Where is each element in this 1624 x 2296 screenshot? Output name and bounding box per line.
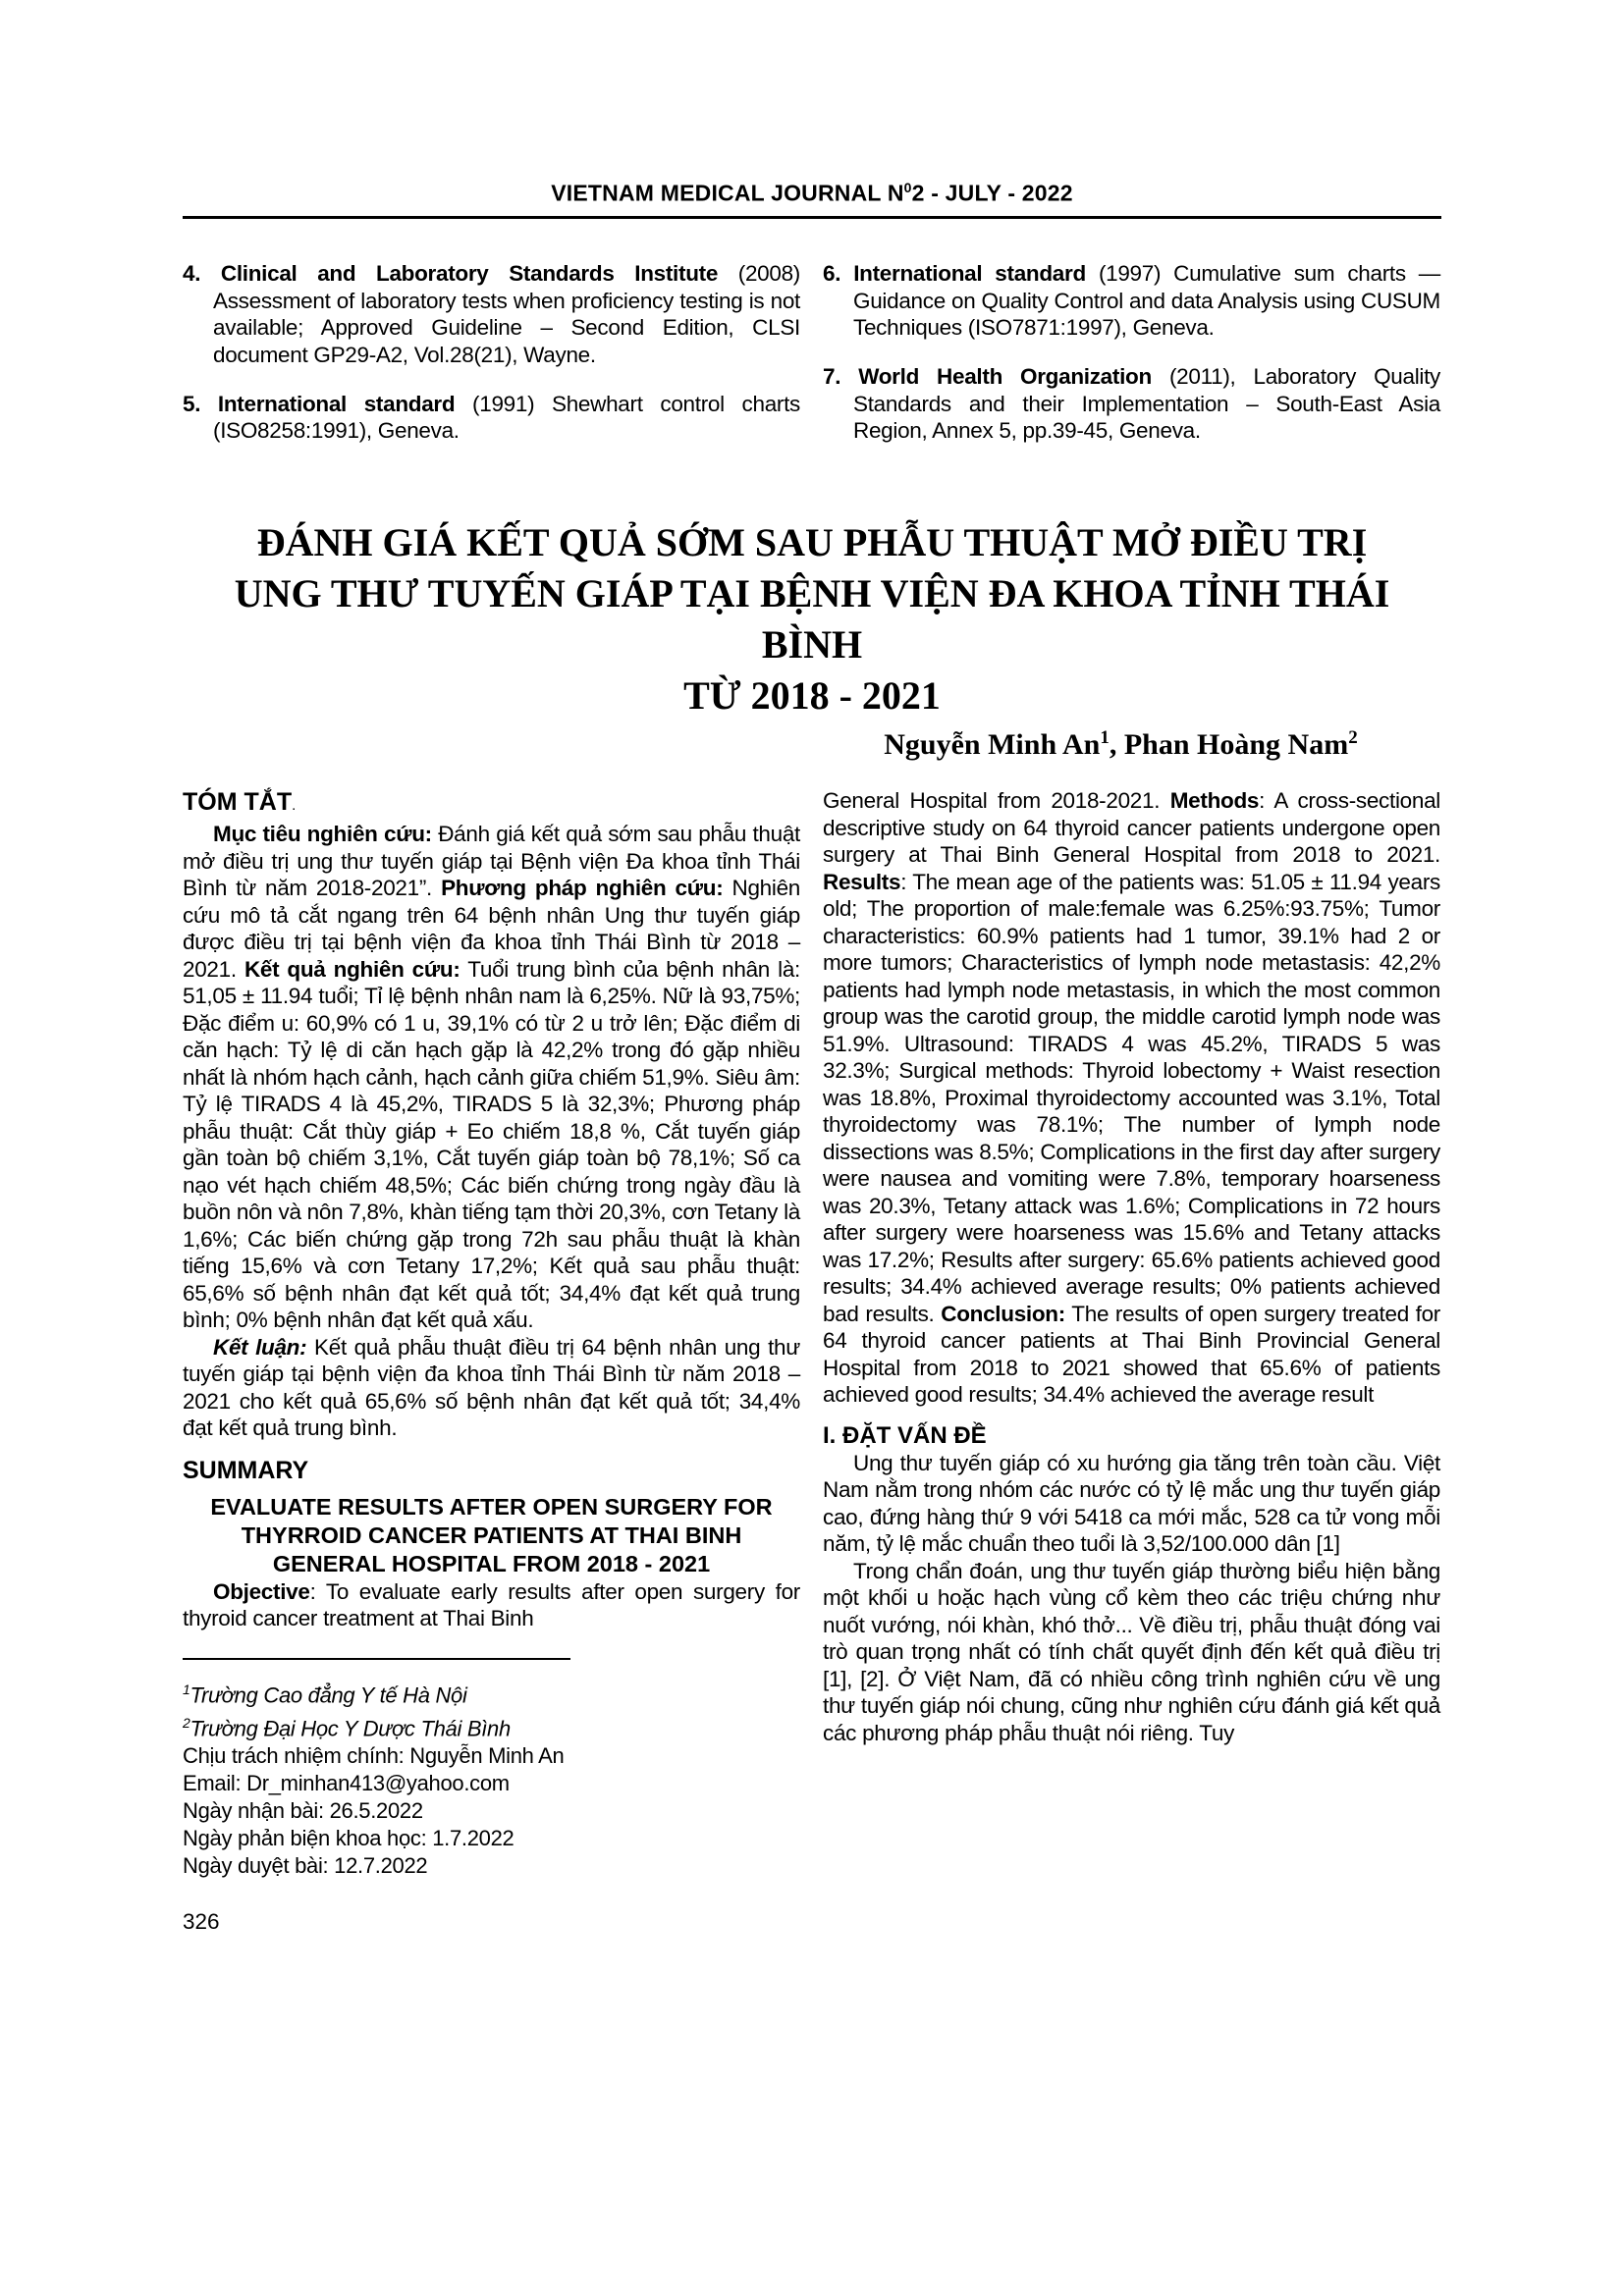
authors-line	[800, 727, 1441, 762]
article-title	[183, 517, 1441, 721]
reference-author: World Health Organization	[858, 364, 1152, 390]
corresponding-author-line: Chịu trách nhiệm chính: Nguyễn Minh An	[183, 1743, 565, 1769]
summary-label-methods: Methods	[1169, 788, 1260, 814]
page-number: 326	[183, 1909, 220, 1935]
article-title-line-3: TỪ 2018 - 2021	[683, 673, 941, 719]
summary-heading: SUMMARY	[183, 1456, 309, 1484]
article-title-line-2: UNG THƯ TUYẾN GIÁP TẠI BỆNH VIỆN ĐA KHOA TỈNH THÁI BÌNH	[234, 571, 1390, 667]
accepted-date-line: Ngày duyệt bài: 12.7.2022	[183, 1853, 428, 1879]
email-line: Email: Dr_minhan413@yahoo.com	[183, 1771, 510, 1796]
journal-running-head	[183, 180, 1441, 219]
abstract-text: Kết quả phẫu thuật điều trị 64 bệnh nhân ung thư tuyến giáp tại bệnh viện đa khoa tỉnh Thái Bình từ năm 2018 – 2021 cho kết quả 65,6% số bệnh nhân đạt kết quả tốt; 34,4% đạt kết quả trung bình.	[183, 1334, 800, 1441]
summary-label-conclusion: Conclusion:	[941, 1301, 1065, 1326]
abstract-label-results: Kết quả nghiên cứu:	[244, 956, 460, 982]
reference-item-4	[183, 260, 800, 368]
reference-author: International standard	[217, 391, 456, 416]
abstract-heading-text: TÓM TẮT	[183, 788, 293, 817]
summary-continuation-paragraph	[823, 787, 1440, 1409]
reference-item-7	[823, 363, 1440, 445]
summary-label-results: Results	[823, 869, 901, 894]
author-separator: ,	[1109, 728, 1124, 762]
reviewed-date-line: Ngày phản biện khoa học: 1.7.2022	[183, 1826, 514, 1851]
affiliation-1-mark: 1	[183, 1681, 190, 1697]
reference-number: 6.	[823, 261, 841, 287]
authors-row	[183, 727, 1441, 762]
reference-item-6	[823, 260, 1440, 342]
right-column	[823, 787, 1440, 1935]
journal-issue-sup: 0	[903, 180, 912, 195]
abstract-heading	[183, 787, 800, 821]
english-title: EVALUATE RESULTS AFTER OPEN SURGERY FOR THYRROID CANCER PATIENTS AT THAI BINH GENERAL HOSPITAL FROM 2018 - 2021	[210, 1493, 773, 1576]
references-left-column	[183, 239, 800, 467]
abstract-label-methods: Phương pháp nghiên cứu:	[441, 876, 724, 901]
authors-spacer	[183, 727, 800, 762]
introduction-paragraph-2: Trong chẩn đoán, ung thư tuyến giáp thường biểu hiện bằng một khối u hoặc hạch vùng cổ kèm theo các triệu chứng như nuốt vướng, nói khàn, khó thở... Về điều trị, phẫu thuật đóng vai trò quan trọng nhất có tính chất quyết định đến kết quả điều trị [1], [2]. Ở Việt Nam, đã có nhiều công trình nghiên cứu về ung thư tuyến giáp nói chung, cũng như nghiên cứu đánh giá kết quả các phương pháp phẫu thuật nói riêng. Tuy	[823, 1558, 1440, 1745]
references-right-column	[823, 239, 1440, 467]
reference-text: (2008) Assessment of laboratory tests when proficiency testing is not available; Approved Guideline – Second Edition, CLSI document GP29-A2, Vol.28(21), Wayne.	[213, 261, 800, 367]
affiliation-2-text: Trường Đại Học Y Dược Thái Bình	[189, 1716, 511, 1741]
left-column	[183, 787, 800, 1935]
reference-number: 5.	[183, 391, 201, 416]
reference-item-5	[183, 391, 800, 445]
author-2-affiliation-mark: 2	[1348, 727, 1358, 749]
affiliation-1	[183, 1676, 800, 1709]
footnotes-block	[183, 1676, 800, 1881]
summary-text: The results of open surgery treated for 64 thyroid cancer patients at Thai Binh Provincial General Hospital from 2018 to 2021 showed that 65.6% of patients achieved good results; 34.4% achieved the average result	[823, 1301, 1441, 1408]
objective-paragraph	[183, 1578, 800, 1632]
reference-number: 7.	[823, 364, 841, 390]
article-body	[183, 787, 1441, 1935]
abstract-label-objective: Mục tiêu nghiên cứu:	[213, 822, 432, 847]
introduction-paragraph-1: Ung thư tuyến giáp có xu hướng gia tăng trên toàn cầu. Việt Nam nằm trong nhóm các nước có tỷ lệ mắc ung thư tuyến giáp cao, đứng hàng thứ 9 với 5418 ca mới mắc, 528 ca tử vong mỗi năm, tỷ lệ mắc chuẩn theo tuổi là 3,52/100.000 dân [1]	[823, 1450, 1440, 1557]
summary-text: General Hospital from 2018-2021.	[823, 788, 1170, 814]
summary-text: : A cross-sectional descriptive study on 64 thyroid cancer patients undergone open surgery at Thai Binh General Hospital from 2018 to 2021.	[823, 788, 1440, 868]
objective-text: : To evaluate early results after open surgery for thyroid cancer treatment at Thai Binh	[183, 1578, 800, 1631]
reference-text: (1991) Shewhart control charts (ISO8258:1991), Geneva.	[213, 391, 800, 444]
abstract-paragraph-2	[183, 1334, 800, 1442]
affiliation-2-mark: 2	[183, 1714, 190, 1731]
author-1: Nguyễn Minh An	[884, 728, 1101, 762]
abstract-text: Tuổi trung bình của bệnh nhân là: 51,05 ± 11.94 tuổi; Tỉ lệ bệnh nhân nam là 6,25%. Nữ là 93,75%; Đặc điểm u: 60,9% có 1 u, 39,1% có từ 2 u trở lên; Đặc điểm di căn hạch: Tỷ lệ di căn hạch gặp là 42,2% trong đó gặp nhiều nhất là nhóm hạch cảnh, hạch cảnh giữa chiếm 51,9%. Siêu âm: Tỷ lệ TIRADS 4 là 45,2%, TIRADS 5 là 32,3%; Phương pháp phẫu thuật: Cắt thùy giáp + Eo chiếm 18,8 %, Cắt tuyến giáp gần toàn bộ chiếm 3,1%, Cắt tuyến giáp toàn bộ 78,1%; Số ca nạo vét hạch chiếm 48,5%; Các biến chứng trong ngày đầu là buồn nôn và nôn 7,8%, khàn tiếng tạm thời 20,3%, cơn Tetany là 1,6%; Các biến chứng gặp trong 72h sau phẫu thuật là khàn tiếng 15,6% và cơn Tetany 17,2%; Kết quả sau phẫu thuật: 65,6% số bệnh nhân đạt kết quả tốt; 34,4% đạt kết quả trung bình; 0% bệnh nhân đạt kết quả xấu.	[183, 956, 801, 1333]
introduction-heading: I. ĐẶT VẤN ĐỀ	[823, 1421, 987, 1449]
objective-label: Objective	[213, 1578, 310, 1604]
abstract-paragraph-1	[183, 821, 800, 1334]
reference-author: International standard	[853, 261, 1086, 287]
author-1-affiliation-mark: 1	[1100, 727, 1110, 749]
reference-text: (2011), Laboratory Quality Standards and their Implementation – South-East Asia Region, Annex 5, pp.39-45, Geneva.	[853, 364, 1441, 444]
affiliation-1-text: Trường Cao đẳng Y tế Hà Nội	[189, 1682, 467, 1707]
abstract-heading-dot: .	[292, 797, 297, 815]
reference-number: 4.	[183, 261, 201, 287]
references-section	[183, 239, 1441, 467]
summary-text: : The mean age of the patients was: 51.05 ± 11.94 years old; The proportion of male:female was 6.25%:93.75%; Tumor characteristics: 60.9% patients had 1 tumor, 39.1% had 2 or more tumors; Characteristics of lymph node metastasis: 42,2% patients had lymph node metastasis, in which the most common group was the carotid group, the middle carotid lymph node was 51.9%. Ultrasound: TIRADS 4 was 45.2%, TIRADS 5 was 32.3%; Surgical methods: Thyroid lobectomy + Waist resection was 18.8%, Proximal thyroidectomy accounted was 3.1%, Total thyroidectomy was 78.1%; The number of lymph node dissections was 8.5%; Complications in the first day after surgery were nausea and vomiting were 7.8%, temporary hoarseness was 20.3%, Tetany attack was 1.6%; Complications in 72 hours after surgery were hoarseness was 15.6% and Tetany attacks was 17.2%; Results after surgery: 65.6% patients achieved good results; 34.4% achieved average results; 0% patients achieved bad results.	[823, 869, 1440, 1326]
reference-author: Clinical and Laboratory Standards Institute	[220, 261, 719, 287]
received-date-line: Ngày nhận bài: 26.5.2022	[183, 1798, 423, 1824]
affiliation-2	[183, 1709, 800, 1742]
journal-name: VIETNAM MEDICAL JOURNAL N	[551, 180, 904, 206]
abstract-text: Nghiên cứu mô tả cắt ngang trên 64 bệnh nhân Ung thư tuyến giáp được điều trị tại bệnh viện đa khoa tỉnh Thái Bình từ 2018 – 2021.	[183, 876, 800, 982]
reference-text: (1997) Cumulative sum charts — Guidance on Quality Control and data Analysis using CUSUM Techniques (ISO7871:1997), Geneva.	[853, 261, 1441, 341]
author-2: Phan Hoàng Nam	[1123, 728, 1349, 762]
journal-issue: 2 - JULY - 2022	[911, 180, 1073, 206]
article-title-line-1: ĐÁNH GIÁ KẾT QUẢ SỚM SAU PHẪU THUẬT MỞ ĐIỀU TRỊ	[256, 520, 1368, 565]
abstract-text: Đánh giá kết quả sớm sau phẫu thuật mở điều trị ung thư tuyến giáp tại Bệnh viện Đa khoa tỉnh Thái Bình từ năm 2018-2021”.	[183, 822, 800, 901]
abstract-label-conclusion: Kết luận:	[213, 1334, 307, 1360]
footnote-divider	[183, 1658, 570, 1660]
